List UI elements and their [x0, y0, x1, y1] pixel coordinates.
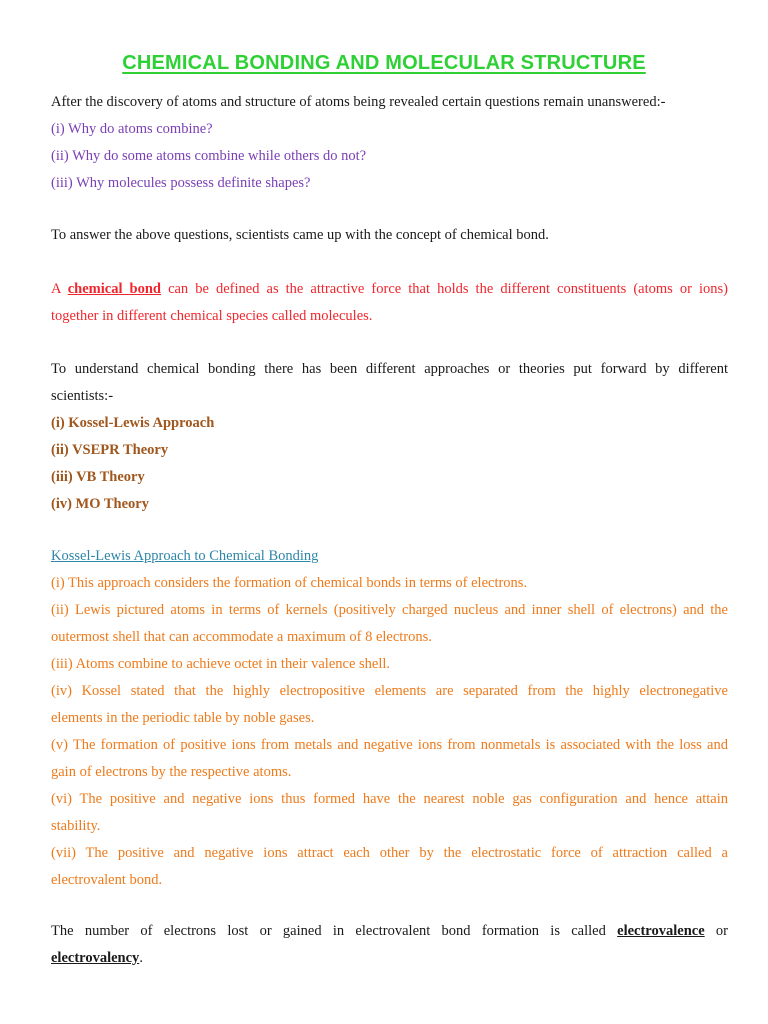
kossel-line: outermost shell that can accommodate a maximum of 8 electrons. — [51, 629, 432, 645]
kossel-heading: Kossel-Lewis Approach to Chemical Bonding — [51, 548, 319, 564]
answer-paragraph — [51, 222, 728, 249]
kossel-line: (i) This approach considers the formation of chemical bonds in terms of electrons. — [51, 575, 528, 591]
chemical-bond-term: chemical bond — [67, 281, 161, 297]
page-title: CHEMICAL BONDING AND MOLECULAR STRUCTURE — [122, 52, 646, 74]
approach-item: (iii) VB Theory — [51, 469, 145, 485]
definition-line-2: together in different chemical species called molecules. — [51, 308, 373, 324]
approach-item: (i) Kossel-Lewis Approach — [51, 415, 215, 431]
kossel-line: (iv) Kossel stated that the highly electropositive elements are separated from the highly electronegative — [51, 683, 728, 699]
or-word: or — [715, 923, 729, 939]
question-item: (iii) Why molecules possess definite shapes? — [51, 175, 311, 191]
kossel-line: (ii) Lewis pictured atoms in terms of kernels (positively charged nucleus and inner shell of electrons) and the — [51, 602, 728, 618]
approaches-line-1: To understand chemical bonding there has been different approaches or theories put forward by different — [51, 361, 728, 377]
definition-paragraph — [51, 276, 728, 330]
kossel-line: (vi) The positive and negative ions thus formed have the nearest noble gas configuration and hence attain — [51, 791, 728, 807]
definition-text: can be defined as the attractive force that holds the different constituents (atoms or ions) — [168, 281, 729, 297]
electrovalence-paragraph — [51, 918, 728, 972]
intro-text: After the discovery of atoms and structure of atoms being revealed certain questions remain unanswered:- — [51, 94, 666, 110]
kossel-line: gain of electrons by the respective atoms. — [51, 764, 292, 780]
electrovalence-term: electrovalence — [617, 923, 705, 939]
question-item: (i) Why do atoms combine? — [51, 121, 213, 137]
intro-block — [51, 89, 728, 197]
approach-item: (ii) VSEPR Theory — [51, 442, 169, 458]
kossel-line: (vii) The positive and negative ions attract each other by the electrostatic force of attraction called a — [51, 845, 728, 861]
kossel-line: stability. — [51, 818, 101, 834]
kossel-section — [51, 543, 728, 894]
definition-prefix: A — [51, 281, 61, 297]
definition-line-1 — [51, 276, 728, 303]
kossel-line: electrovalent bond. — [51, 872, 163, 888]
kossel-line: (v) The formation of positive ions from metals and negative ions from nonmetals is associated with the loss and — [51, 737, 728, 753]
electrovalency-term: electrovalency — [51, 950, 140, 966]
approach-item: (iv) MO Theory — [51, 496, 149, 512]
answer-text: To answer the above questions, scientists came up with the concept of chemical bond. — [51, 227, 549, 243]
electrovalence-line-2 — [51, 945, 728, 972]
electrovalence-text: The number of electrons lost or gained in electrovalent bond formation is called — [51, 923, 606, 939]
electrovalence-line-1 — [51, 918, 728, 945]
kossel-line: elements in the periodic table by noble gases. — [51, 710, 315, 726]
question-item: (ii) Why do some atoms combine while others do not? — [51, 148, 367, 164]
approaches-block — [51, 356, 728, 518]
kossel-line: (iii) Atoms combine to achieve octet in their valence shell. — [51, 656, 391, 672]
period: . — [139, 950, 143, 966]
approaches-line-2: scientists:- — [51, 388, 114, 404]
